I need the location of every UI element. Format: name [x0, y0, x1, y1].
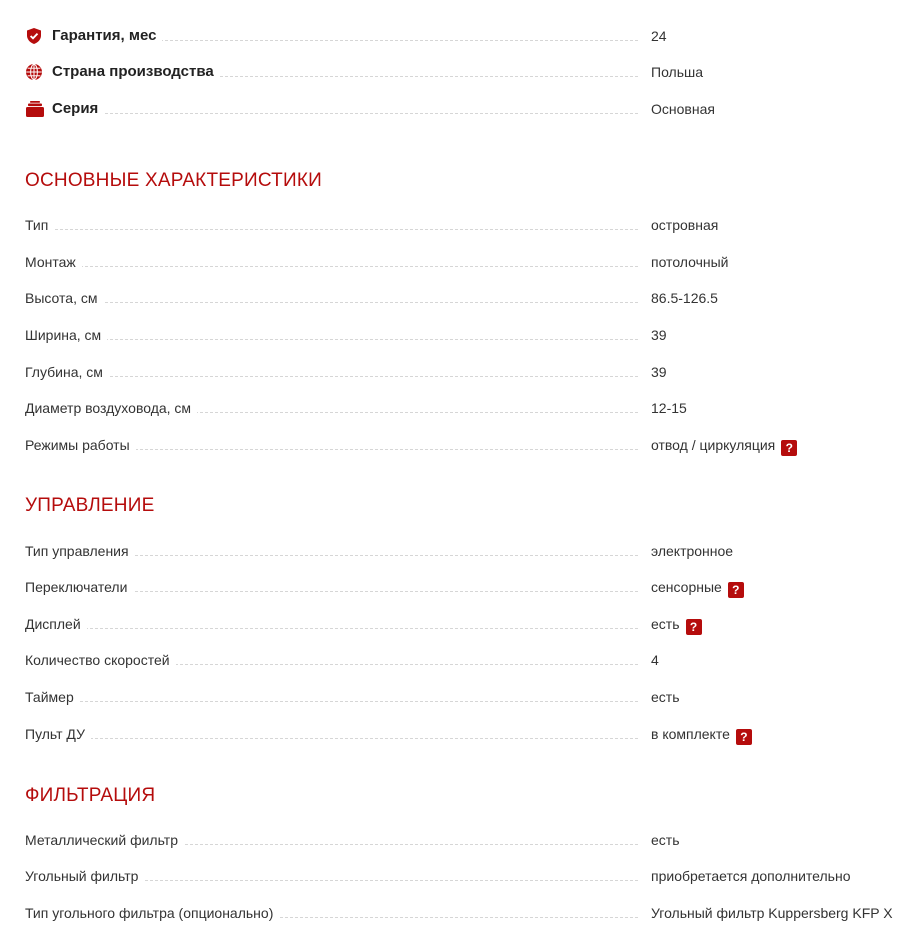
spec-label: Серия [25, 98, 104, 120]
spec-row [25, 576, 895, 598]
spec-row [25, 723, 895, 745]
help-icon[interactable]: ? [728, 582, 744, 598]
dotted-leader [25, 738, 638, 739]
spec-value [651, 576, 744, 598]
spec-value [651, 613, 702, 635]
spec-value: 4 [651, 652, 659, 668]
help-icon[interactable]: ? [736, 729, 752, 745]
help-icon[interactable]: ? [686, 619, 702, 635]
spec-label: Режимы работы [25, 434, 136, 456]
dotted-leader [25, 229, 638, 230]
spec-row-series [25, 98, 895, 120]
spec-label: Тип [25, 214, 54, 236]
spec-value: электронное [651, 543, 734, 559]
spec-value: островная [651, 217, 719, 233]
spec-label: Тип угольного фильтра (опционально) [25, 902, 279, 924]
help-icon[interactable]: ? [781, 440, 797, 456]
spec-label: Металлический фильтр [25, 829, 184, 851]
spec-row [25, 686, 895, 708]
spec-value: Польша [651, 64, 704, 80]
spec-value: потолочный [651, 254, 729, 270]
spec-row [25, 434, 895, 456]
spec-value: есть [651, 689, 680, 705]
spec-label: Количество скоростей [25, 649, 176, 671]
spec-row [25, 361, 895, 383]
section-title-main: ОСНОВНЫЕ ХАРАКТЕРИСТИКИ [25, 170, 322, 191]
spec-label: Дисплей [25, 613, 87, 635]
spec-row-country [25, 61, 895, 83]
spec-value: Основная [651, 101, 715, 117]
spec-row [25, 540, 895, 562]
spec-value-text: в комплекте [651, 726, 730, 742]
dotted-leader [25, 376, 638, 377]
section-title-filtration: ФИЛЬТРАЦИЯ [25, 785, 156, 806]
spec-label: Переключатели [25, 576, 133, 598]
spec-row [25, 649, 895, 671]
spec-label: Пульт ДУ [25, 723, 91, 745]
shield-check-icon [25, 27, 43, 45]
spec-value: 24 [651, 28, 667, 44]
spec-label: Высота, см [25, 287, 103, 309]
spec-row [25, 397, 895, 419]
globe-icon [25, 63, 43, 81]
spec-label: Таймер [25, 686, 80, 708]
spec-row [25, 251, 895, 273]
spec-label: Диаметр воздуховода, см [25, 397, 197, 419]
spec-row [25, 214, 895, 236]
spec-row [25, 613, 895, 635]
dotted-leader [25, 701, 638, 702]
dotted-leader [25, 113, 638, 114]
dotted-leader [25, 302, 638, 303]
spec-label: Монтаж [25, 251, 82, 273]
spec-label: Угольный фильтр [25, 865, 144, 887]
spec-label: Тип управления [25, 540, 135, 562]
spec-label: Страна производства [25, 61, 220, 83]
dotted-leader [25, 266, 638, 267]
spec-row-warranty [25, 25, 895, 47]
spec-value: 12-15 [651, 400, 687, 416]
spec-row [25, 829, 895, 851]
spec-value: Угольный фильтр Kuppersberg KFP X [651, 905, 893, 921]
dotted-leader [25, 628, 638, 629]
dotted-leader [25, 339, 638, 340]
spec-value-text: отвод / циркуляция [651, 437, 776, 453]
spec-label: Глубина, см [25, 361, 109, 383]
spec-row [25, 865, 895, 887]
spec-value: приобретается дополнительно [651, 868, 851, 884]
spec-value: 39 [651, 327, 667, 343]
spec-label: Гарантия, мес [25, 25, 162, 47]
spec-value-text: есть [651, 616, 680, 632]
spec-value: 39 [651, 364, 667, 380]
spec-value-text: сенсорные [651, 579, 722, 595]
spec-row [25, 324, 895, 346]
spec-row [25, 287, 895, 309]
spec-label: Ширина, см [25, 324, 107, 346]
section-title-control: УПРАВЛЕНИЕ [25, 495, 155, 516]
series-stack-icon [25, 100, 43, 118]
spec-value: есть [651, 832, 680, 848]
spec-row [25, 902, 895, 924]
spec-value [651, 434, 797, 456]
spec-value: 86.5-126.5 [651, 290, 718, 306]
spec-value [651, 723, 752, 745]
